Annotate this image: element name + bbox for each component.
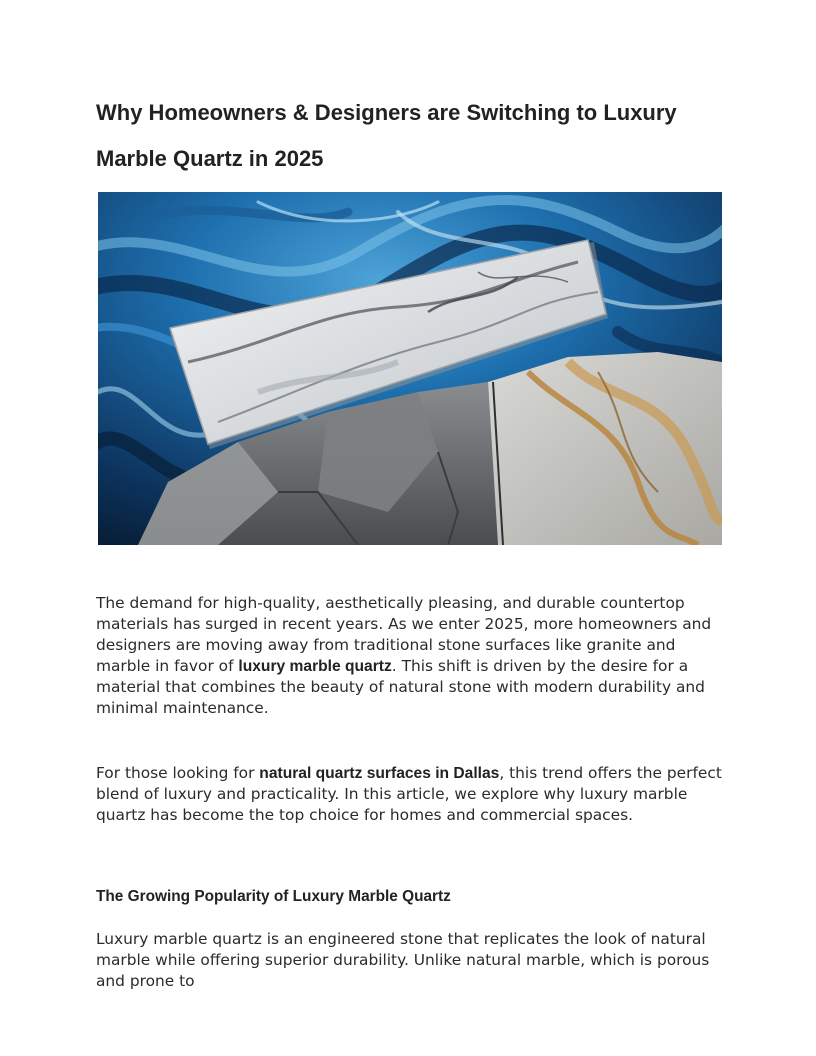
intro-paragraph-text-start: The demand for high-quality, aesthetically pleasing, and durable countertop materials has surged in recent years. As we enter 2025, more homeowners and designers are moving away from traditional stone surfaces like granite and marble in favor of — [96, 594, 712, 675]
article-title: Why Homeowners & Designers are Switching to Luxury Marble Quartz in 2025 — [96, 100, 677, 171]
dallas-paragraph-text-start: For those looking for — [96, 764, 260, 782]
marble-slab-on-rock-photo-icon — [98, 192, 722, 545]
intro-paragraph — [96, 593, 726, 719]
natural-quartz-dallas-bold: natural quartz surfaces in Dallas — [259, 765, 500, 782]
luxury-marble-quartz-bold: luxury marble quartz — [238, 658, 392, 675]
hero-image — [98, 192, 722, 545]
intro-paragraph-text-end: . This shift is driven by the desire for a material that combines the beauty of natural stone with modern durability and minimal maintenance. — [96, 657, 705, 717]
section-heading: The Growing Popularity of Luxury Marble Quartz — [96, 888, 451, 905]
dallas-paragraph — [96, 763, 726, 826]
popularity-paragraph: Luxury marble quartz is an engineered stone that replicates the look of natural marble while offering superior durability. Unlike natural marble, which is porous and prone to — [96, 930, 710, 990]
dallas-paragraph-text-end: , this trend offers the perfect blend of luxury and practicality. In this article, we explore why luxury marble quartz has become the top choice for homes and commercial spaces. — [96, 764, 722, 824]
